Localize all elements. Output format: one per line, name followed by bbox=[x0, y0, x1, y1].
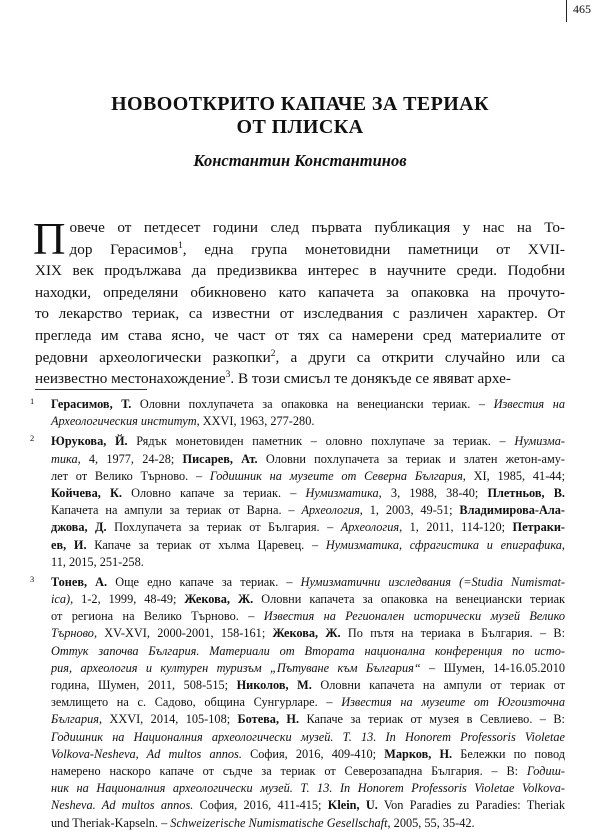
footnote-line: Volkova-Nesheva, Ad multos annos. София, 2016, 409-410; Марков, Н. Бележки по повод bbox=[51, 746, 565, 761]
footnotes bbox=[30, 396, 566, 832]
body-line: XIX век продължава да предизвиква интерес в научните среди. Подобни bbox=[35, 262, 565, 280]
footnote-line: ica), 1-2, 1999, 48-49; Жекова, Ж. Оловни капачета за опаковка на венециански териак bbox=[51, 592, 565, 607]
footnote-number: 2 bbox=[30, 433, 35, 444]
footnote-line: Археологическия институт, XXVI, 1963, 277-280. bbox=[51, 414, 315, 429]
drop-cap: П bbox=[33, 214, 66, 264]
body-line: то лекарство териак, са известни от изследвания с различен характер. От bbox=[35, 305, 565, 323]
title-line-1: НОВООТКРИТО КАПАЧЕ ЗА ТЕРИАК bbox=[111, 93, 489, 115]
footnote-line: Nesheva. Ad multos annos. София, 2016, 411-415; Klein, U. Von Paradies zu Paradies: Theriak bbox=[51, 798, 565, 813]
body-line: неизвестно местонахождение$^3$. В този смисъл те донякъде се явяват архе- bbox=[35, 370, 511, 388]
footnote-ref: 3 bbox=[225, 370, 231, 381]
footnote-line: от региона на Велико Търново. – Известия на Регионален исторически музей Велико bbox=[51, 609, 565, 624]
body-paragraph bbox=[33, 214, 565, 390]
footnote-line: Оттук започва България. Материали от Втората национална конференция по исто- bbox=[51, 643, 565, 658]
footnote-separator bbox=[35, 389, 147, 390]
footnote-line: Койчева, К. Оловно капаче за териак. – Нумизматика, 3, 1988, 38-40; Плетньов, В. bbox=[51, 485, 566, 500]
footnote-line: Капачета на ампули за териак от Варна. – Археология, 1, 2003, 49-51; Владимирова-Ала- bbox=[51, 503, 565, 518]
page-number: 465 bbox=[566, 0, 600, 22]
body-line: находки, определяни обикновено като капачета за опаковка на прочуто- bbox=[35, 283, 565, 301]
footnote-line: ник на Националния археологически музей. Т. 13. In Honorem Professoris Violetae Volkova- bbox=[51, 781, 565, 796]
footnote-2: 2 Юрукова, Й. Рядък монетовиден паметник – оловно похлупаче за териак. – Нумизма- bbox=[35, 433, 565, 450]
footnote-line: тика, 4, 1977, 24-28; Писарев, Ат. Оловни похлупачета за териак и златен жетон-аму- bbox=[51, 451, 565, 466]
footnote-ref: 2 bbox=[270, 348, 276, 359]
footnote-number: 3 bbox=[30, 573, 35, 584]
footnote-line: Търново, XV-XVI, 2000-2001, 158-161; Жекова, Ж. По пътя на териака в България. – В: bbox=[51, 626, 565, 641]
footnote-line: 11, 2015, 251-258. bbox=[51, 554, 144, 569]
body-line: овече от петдесет години след първата публикация у нас на То- bbox=[69, 219, 565, 236]
title-line-2: ОТ ПЛИСКА bbox=[236, 116, 364, 138]
body-line: дор Герасимов$^1$, една група монетовидни паметници от XVII- bbox=[69, 240, 565, 258]
body-line: прегледа им става ясно, че част от тях са намерени сред материалите от bbox=[35, 326, 565, 344]
footnote-ref: 1 bbox=[178, 240, 183, 251]
footnote-line: година, Шумен, 2011, 508-515; Николов, М. Оловни капачета на ампули от териак от bbox=[51, 678, 565, 692]
footnote-line: землището на с. Садово, община Сунгурларе. – Известия на музеите от Югоизточна bbox=[51, 695, 566, 710]
footnote-number: 1 bbox=[30, 396, 35, 406]
footnote-line: намерено наскоро капаче от съдче за териак от Северозападна България. – В: Годиш- bbox=[51, 763, 565, 778]
footnote-1: 1 Герасимов, Т. Оловни похлупачета за опаковка на венециански териак. – Известия на bbox=[35, 396, 565, 413]
author-name: Константин Константинов bbox=[193, 151, 407, 170]
body-line: редовни археологически разкопки$^2$, а други са открити случайно или са bbox=[35, 348, 565, 366]
footnote-line: рия, археология и културен туризъм „Пътуване към България“ – Шумен, 14-16.05.2010 bbox=[51, 660, 566, 675]
footnote-line: джова, Д. Похлупачета за териак от България. – Археология, 1, 2011, 114-120; Петраки- bbox=[51, 520, 565, 535]
footnote-line: ев, И. Капаче за териак от хълма Царевец. – Нумизматика, сфрагистика и епиграфика, bbox=[51, 537, 565, 552]
footnote-3: 3 Тонев, А. Още едно капаче за териак. – Нумизматични изследвания (=Studia Numismat- bbox=[35, 574, 565, 591]
footnote-line: лет от Велико Търново. – Годишник на музеите от Северна България, XI, 1985, 41-44; bbox=[51, 468, 565, 483]
footnote-line: България, XXVI, 2014, 105-108; Ботева, Н. Капаче за териак от музея в Севлиево. – В: bbox=[51, 712, 565, 727]
footnote-line: und Theriak-Kapseln. – Schweizerische Numismatische Gesellschaft, 2005, 55, 35-42. bbox=[51, 815, 475, 830]
article-title bbox=[0, 93, 600, 139]
footnote-line: Годишник на Националния археологически музей. Т. 13. In Honorem Professoris Violetae bbox=[51, 729, 565, 744]
